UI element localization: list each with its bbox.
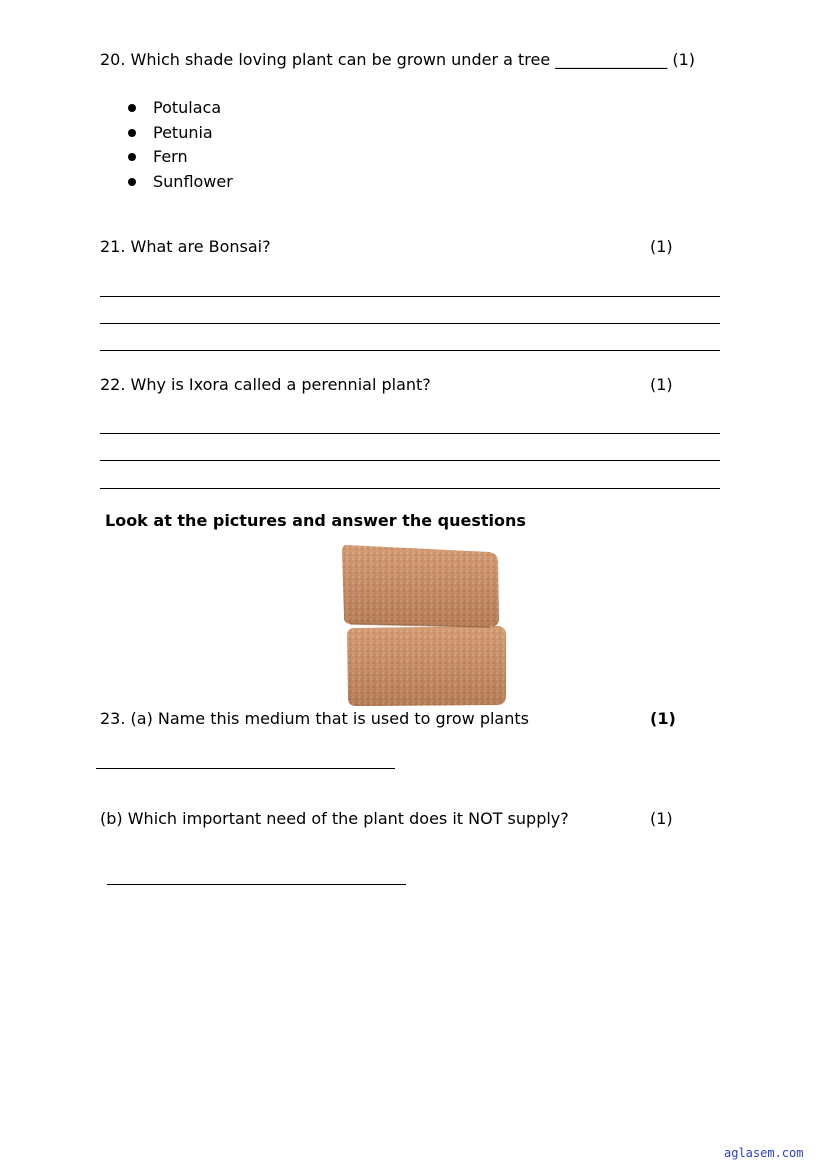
question-20: 20. Which shade loving plant can be grown under a tree ______________ (1) xyxy=(100,50,696,69)
question-23b-marks: (1) xyxy=(650,809,673,828)
question-23a-marks: (1) xyxy=(650,709,676,728)
answer-line[interactable] xyxy=(96,768,395,769)
answer-line[interactable] xyxy=(100,350,720,351)
option-item: Sunflower xyxy=(128,171,233,196)
question-20-options xyxy=(128,97,233,196)
question-23a: 23. (a) Name this medium that is used to grow plants xyxy=(100,709,529,728)
answer-line[interactable] xyxy=(100,488,720,489)
section-heading: Look at the pictures and answer the questions xyxy=(105,511,526,530)
footer-site: aglasem.com xyxy=(724,1146,804,1160)
question-23b: (b) Which important need of the plant does it NOT supply? xyxy=(100,809,569,828)
answer-line[interactable] xyxy=(100,433,720,434)
option-item: Petunia xyxy=(128,122,233,147)
option-item: Potulaca xyxy=(128,97,233,122)
question-22: 22. Why is Ixora called a perennial plant? xyxy=(100,375,431,394)
answer-line[interactable] xyxy=(100,296,720,297)
option-item: Fern xyxy=(128,146,233,171)
question-22-marks: (1) xyxy=(650,375,673,394)
question-21-marks: (1) xyxy=(650,237,673,256)
question-21: 21. What are Bonsai? xyxy=(100,237,271,256)
coco-peat-bricks-image xyxy=(340,540,510,708)
answer-line[interactable] xyxy=(100,323,720,324)
answer-line[interactable] xyxy=(100,460,720,461)
answer-line[interactable] xyxy=(107,884,406,885)
